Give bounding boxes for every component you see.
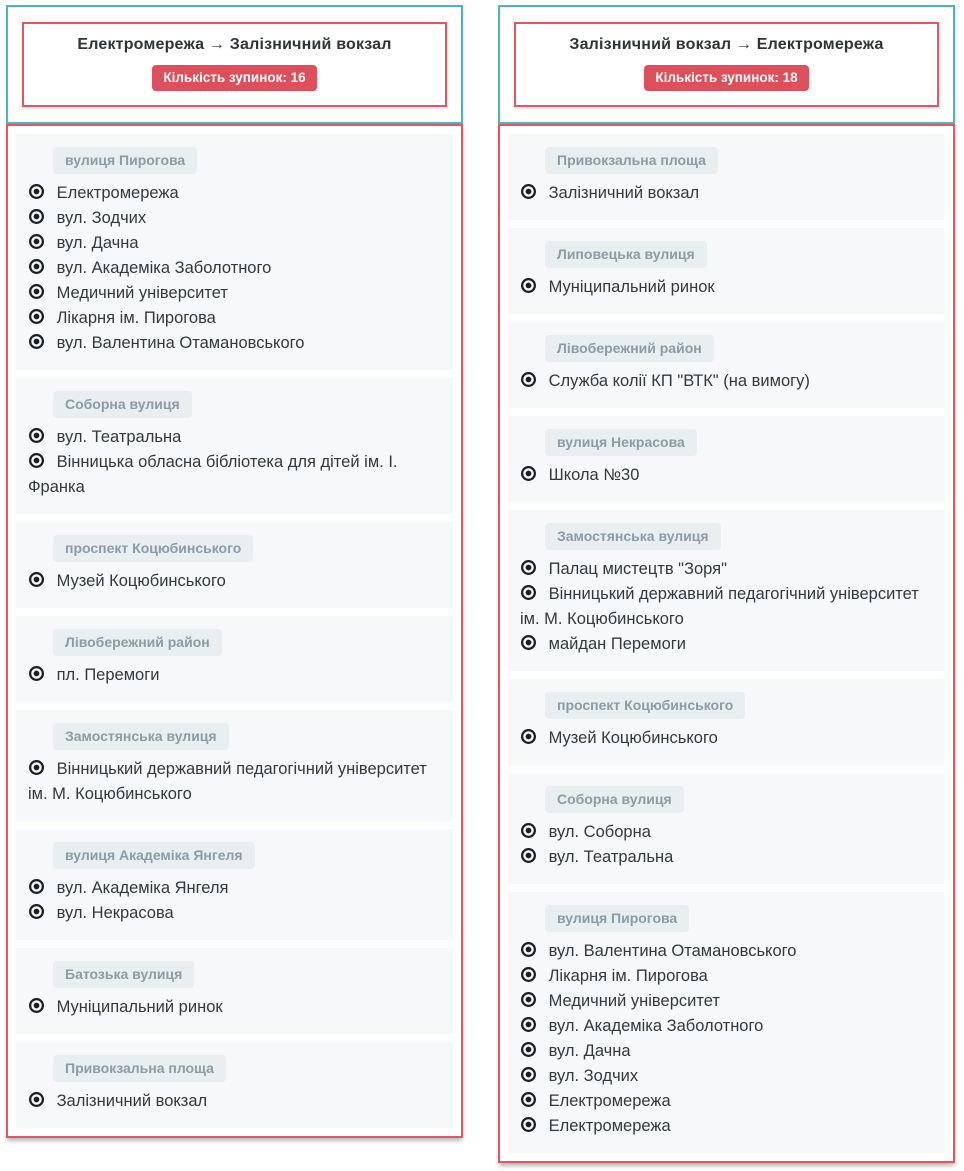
dot-circle-icon xyxy=(520,1091,537,1108)
stop-label: Вінницький державний педагогічний університет ім. М. Коцюбинського xyxy=(520,585,919,628)
dot-circle-icon xyxy=(28,1091,45,1108)
dot-circle-icon xyxy=(28,997,45,1014)
stop-label: вул. Академіка Янгеля xyxy=(56,879,229,897)
stop-label: Служба колії КП "ВТК" (на вимогу) xyxy=(548,372,810,390)
street-badge: Липовецька вулиця xyxy=(545,241,707,268)
stop-item xyxy=(28,256,443,281)
route-header xyxy=(498,5,955,124)
street-section xyxy=(16,710,453,821)
stop-item xyxy=(28,231,443,256)
stop-label: вул. Академіка Заболотного xyxy=(56,259,272,277)
stop-item xyxy=(520,369,935,394)
stop-label: пл. Перемоги xyxy=(56,666,160,684)
stops-list xyxy=(520,369,935,394)
stop-label: Електромережа xyxy=(56,184,179,202)
stops-count-badge: Кількість зупинок: 16 xyxy=(152,65,316,91)
stop-item xyxy=(28,306,443,331)
stop-label: вул. Театральна xyxy=(56,428,182,446)
dot-circle-icon xyxy=(520,847,537,864)
street-badge: Замостянська вулиця xyxy=(53,723,229,750)
dot-circle-icon xyxy=(520,634,537,651)
stops-list xyxy=(520,463,935,488)
stop-item xyxy=(28,569,443,594)
street-section xyxy=(16,829,453,940)
stop-label: Електромережа xyxy=(548,1092,671,1110)
route-column xyxy=(6,5,463,1138)
stop-item xyxy=(520,1014,935,1039)
street-section xyxy=(508,134,945,220)
stop-item xyxy=(520,1064,935,1089)
dot-circle-icon xyxy=(28,759,45,776)
street-section xyxy=(508,679,945,765)
stop-item xyxy=(520,582,935,632)
stop-label: Палац мистецтв "Зоря" xyxy=(548,560,727,578)
dot-circle-icon xyxy=(28,283,45,300)
street-section xyxy=(16,378,453,514)
stop-item xyxy=(520,1114,935,1139)
stops-list xyxy=(28,181,443,356)
stop-label: вул. Дачна xyxy=(548,1042,631,1060)
dot-circle-icon xyxy=(28,571,45,588)
dot-circle-icon xyxy=(520,277,537,294)
stop-item xyxy=(28,876,443,901)
stops-list xyxy=(520,275,935,300)
stop-item xyxy=(28,995,443,1020)
dot-circle-icon xyxy=(520,1066,537,1083)
stop-item xyxy=(28,757,443,807)
stops-list xyxy=(28,1089,443,1114)
stop-label: Муніципальний ринок xyxy=(56,998,223,1016)
stop-item xyxy=(520,463,935,488)
stops-list xyxy=(520,557,935,657)
dot-circle-icon xyxy=(520,991,537,1008)
dot-circle-icon xyxy=(520,941,537,958)
stops-count-badge: Кількість зупинок: 18 xyxy=(644,65,808,91)
stop-item xyxy=(520,939,935,964)
street-section xyxy=(16,948,453,1034)
stops-list xyxy=(28,757,443,807)
stop-item xyxy=(520,275,935,300)
street-section xyxy=(508,773,945,884)
stop-label: вул. Театральна xyxy=(548,848,674,866)
dot-circle-icon xyxy=(520,1016,537,1033)
street-badge: проспект Коцюбинського xyxy=(53,535,253,562)
street-section xyxy=(508,892,945,1153)
stop-label: вул. Некрасова xyxy=(56,904,174,922)
street-badge: Лівобережний район xyxy=(53,629,222,656)
stops-list xyxy=(28,995,443,1020)
stop-label: Музей Коцюбинського xyxy=(56,572,226,590)
stop-item xyxy=(520,726,935,751)
stops-list xyxy=(520,939,935,1139)
street-section xyxy=(508,228,945,314)
street-badge: вулиця Пирогова xyxy=(53,147,197,174)
route-stop-list xyxy=(498,124,955,1163)
stop-item xyxy=(520,989,935,1014)
stop-item xyxy=(28,206,443,231)
stop-item xyxy=(28,331,443,356)
dot-circle-icon xyxy=(520,966,537,983)
stop-item xyxy=(520,845,935,870)
dot-circle-icon xyxy=(28,333,45,350)
stop-item xyxy=(520,820,935,845)
route-title: Залізничний вокзал → Електромережа xyxy=(569,36,884,53)
stop-item xyxy=(520,1089,935,1114)
stop-item xyxy=(28,450,443,500)
stops-list xyxy=(520,726,935,751)
street-badge: Замостянська вулиця xyxy=(545,523,721,550)
stop-label: Медичний університет xyxy=(548,992,720,1010)
stop-item xyxy=(28,425,443,450)
stop-label: вул. Дачна xyxy=(56,234,139,252)
stop-label: Школа №30 xyxy=(548,466,640,484)
dot-circle-icon xyxy=(28,452,45,469)
stop-label: Музей Коцюбинського xyxy=(548,729,718,747)
stop-item xyxy=(28,281,443,306)
dot-circle-icon xyxy=(520,1041,537,1058)
stop-item xyxy=(28,1089,443,1114)
route-stop-list xyxy=(6,124,463,1138)
dot-circle-icon xyxy=(520,465,537,482)
dot-circle-icon xyxy=(28,878,45,895)
street-badge: вулиця Некрасова xyxy=(545,429,697,456)
street-section xyxy=(508,322,945,408)
route-header xyxy=(6,5,463,124)
dot-circle-icon xyxy=(28,233,45,250)
street-section xyxy=(16,522,453,608)
dot-circle-icon xyxy=(520,728,537,745)
stop-label: вул. Зодчих xyxy=(548,1067,639,1085)
dot-circle-icon xyxy=(28,427,45,444)
street-section xyxy=(508,416,945,502)
stop-item xyxy=(520,557,935,582)
stops-list xyxy=(520,181,935,206)
dot-circle-icon xyxy=(28,308,45,325)
stop-label: Лікарня ім. Пирогова xyxy=(548,967,708,985)
street-badge: Батозька вулиця xyxy=(53,961,194,988)
dot-circle-icon xyxy=(28,258,45,275)
stops-list xyxy=(28,425,443,500)
dot-circle-icon xyxy=(28,903,45,920)
dot-circle-icon xyxy=(520,559,537,576)
stop-item xyxy=(28,901,443,926)
route-header-box xyxy=(22,22,447,107)
route-title: Електромережа → Залізничний вокзал xyxy=(77,36,392,53)
stop-item xyxy=(520,1039,935,1064)
street-badge: вулиця Пирогова xyxy=(545,905,689,932)
stop-label: Залізничний вокзал xyxy=(548,184,700,202)
street-section xyxy=(16,616,453,702)
street-section xyxy=(16,1042,453,1128)
stops-list xyxy=(28,876,443,926)
street-badge: Привокзальна площа xyxy=(53,1055,226,1082)
street-badge: Соборна вулиця xyxy=(53,391,192,418)
route-header-box xyxy=(514,22,939,107)
street-badge: Лівобережний район xyxy=(545,335,714,362)
dot-circle-icon xyxy=(28,208,45,225)
route-column xyxy=(498,5,955,1163)
stop-item xyxy=(28,181,443,206)
stop-label: Залізничний вокзал xyxy=(56,1092,208,1110)
dot-circle-icon xyxy=(28,183,45,200)
stops-list xyxy=(28,663,443,688)
dot-circle-icon xyxy=(520,183,537,200)
stops-list xyxy=(520,820,935,870)
stop-label: Медичний університет xyxy=(56,284,228,302)
dot-circle-icon xyxy=(28,665,45,682)
stop-label: Лікарня ім. Пирогова xyxy=(56,309,216,327)
stop-item xyxy=(520,632,935,657)
stops-list xyxy=(28,569,443,594)
street-section xyxy=(508,510,945,671)
stop-item xyxy=(28,663,443,688)
dot-circle-icon xyxy=(520,1116,537,1133)
stop-label: майдан Перемоги xyxy=(548,635,686,653)
street-section xyxy=(16,134,453,370)
dot-circle-icon xyxy=(520,584,537,601)
stop-label: вул. Валентина Отамановського xyxy=(548,942,797,960)
stop-label: Муніципальний ринок xyxy=(548,278,715,296)
stop-item xyxy=(520,181,935,206)
street-badge: Привокзальна площа xyxy=(545,147,718,174)
dot-circle-icon xyxy=(520,371,537,388)
dot-circle-icon xyxy=(520,822,537,839)
stop-label: вул. Соборна xyxy=(548,823,651,841)
stop-label: вул. Валентина Отамановського xyxy=(56,334,305,352)
street-badge: Соборна вулиця xyxy=(545,786,684,813)
stop-label: Вінницький державний педагогічний університет ім. М. Коцюбинського xyxy=(28,760,427,803)
stop-label: Вінницька обласна бібліотека для дітей ім. І. Франка xyxy=(28,453,398,496)
stop-label: Електромережа xyxy=(548,1117,671,1135)
street-badge: вулиця Академіка Янгеля xyxy=(53,842,255,869)
stop-item xyxy=(520,964,935,989)
stop-label: вул. Академіка Заболотного xyxy=(548,1017,764,1035)
stop-label: вул. Зодчих xyxy=(56,209,147,227)
street-badge: проспект Коцюбинського xyxy=(545,692,745,719)
